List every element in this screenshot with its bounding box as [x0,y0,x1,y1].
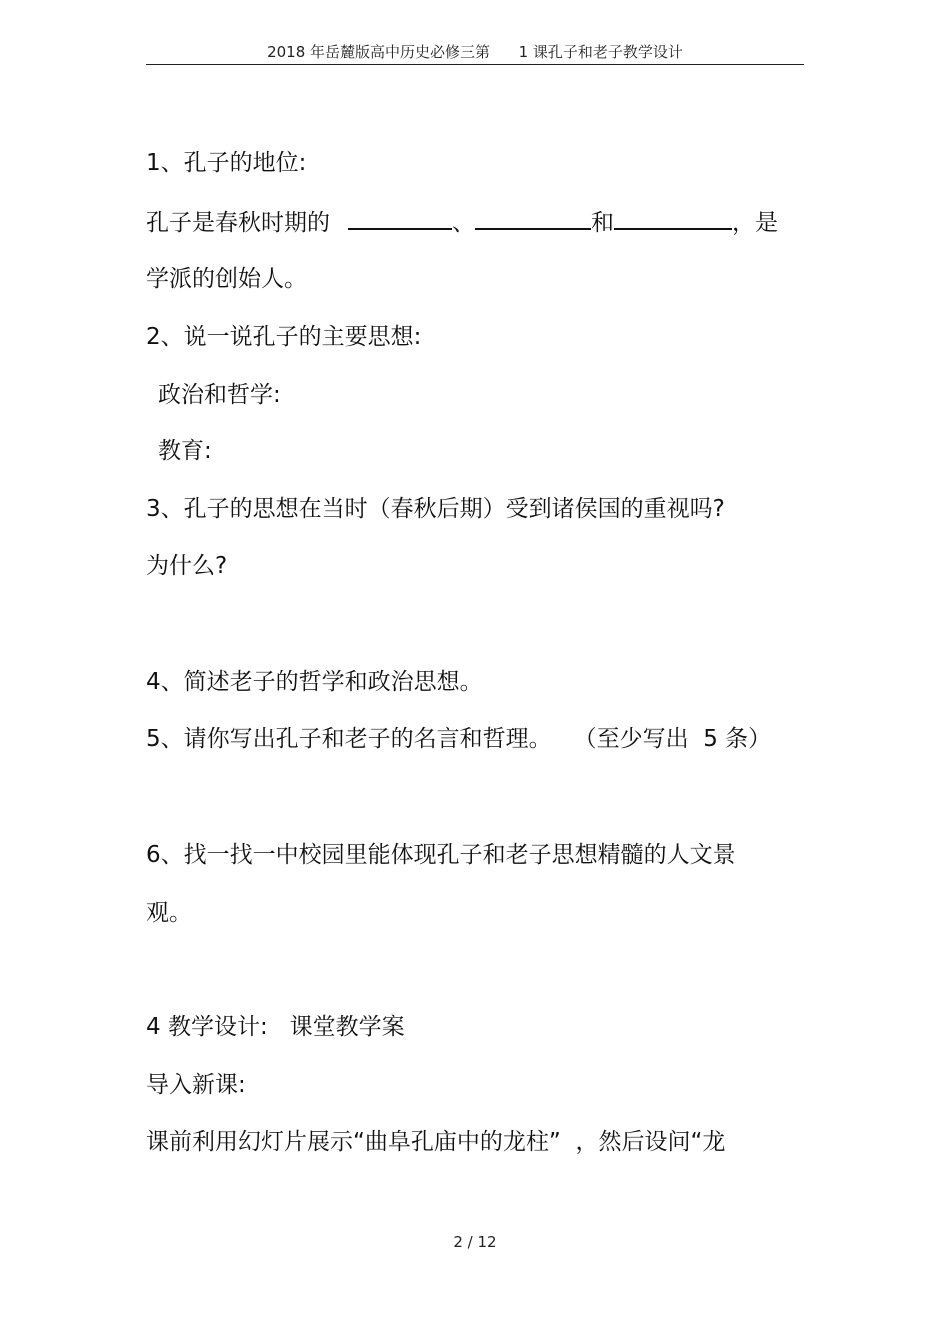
intro-text: 课前利用幻灯片展示“曲阜孔庙中的龙柱” ，然后设问“龙 [146,1129,726,1155]
fill-blank-3[interactable] [614,206,732,230]
question-3-line-1: 3、孔子的思想在当时（春秋后期）受到诸侯国的重视吗? [146,496,725,522]
question-2-heading: 2、说一说孔子的主要思想: [146,324,422,350]
q1-separator-1: 、 [452,210,475,236]
q1-separator-2: 和 [591,210,614,236]
fill-blank-2[interactable] [475,206,591,230]
question-2-item-politics: 政治和哲学: [158,382,281,408]
fill-blank-1[interactable] [348,206,452,230]
question-2-item-education: 教育: [158,438,212,464]
question-5: 5、请你写出孔子和老子的名言和哲理。 （至少写出 5 条） [146,726,772,752]
question-6-line-1: 6、找一找一中校园里能体现孔子和老子思想精髓的人文景 [146,842,736,868]
question-3-line-2: 为什么? [146,553,228,579]
question-4: 4、简述老子的哲学和政治思想。 [146,669,483,695]
q1-text-end: ，是 [732,210,778,236]
header-title: 2018 年岳麓版高中历史必修三第 1 课孔子和老子教学设计 [267,43,683,61]
intro-heading: 导入新课: [146,1072,246,1098]
page-number: 2 / 12 [453,1233,497,1251]
question-1-continuation: 学派的创始人。 [146,266,307,292]
q1-text-start: 孔子是春秋时期的 [146,210,330,236]
question-6-line-2: 观。 [146,900,192,926]
section-4-title: 4 教学设计: 课堂教学案 [146,1014,405,1040]
question-1-heading: 1、孔子的地位: [146,150,307,176]
question-1-fill-line [146,206,778,238]
page-header [146,40,804,65]
